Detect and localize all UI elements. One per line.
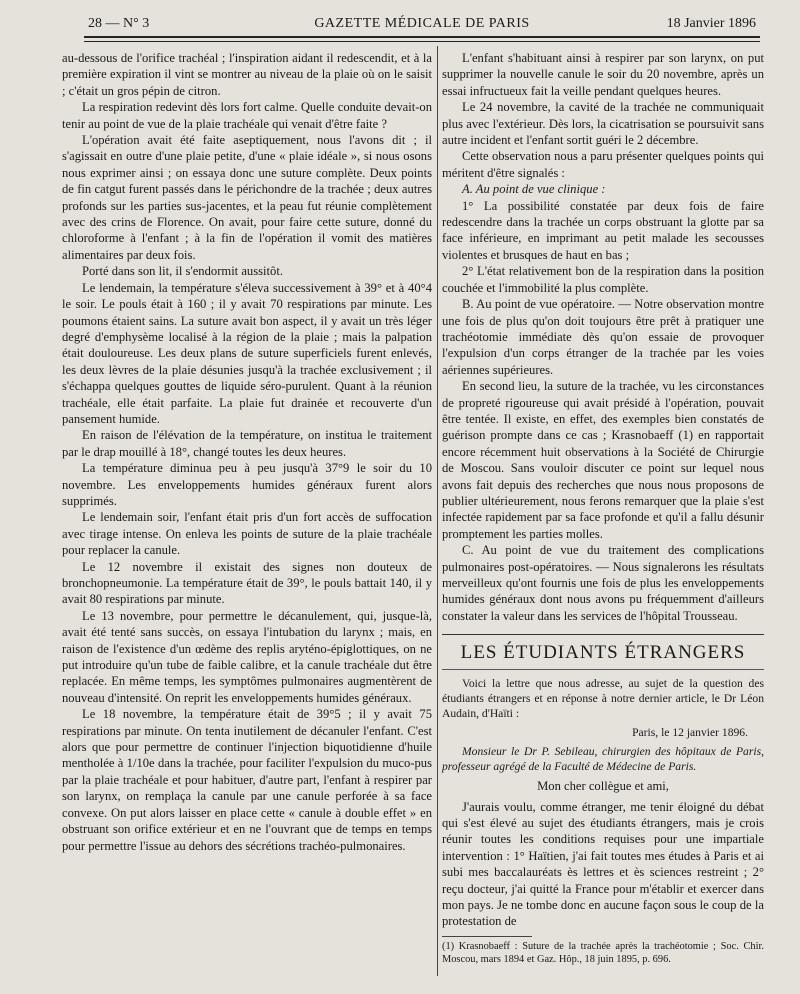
footnote-rule	[442, 936, 532, 937]
column-divider	[437, 46, 438, 976]
header-rule-thin	[84, 41, 760, 42]
paragraph: C. Au point de vue du traitement des complications pulmonaires post-opératoires. — Nous signalerons les résultats merveilleux qu'ont fournis une fois de plus les enveloppements humides généraux dont nous avons pu fréquemment d'ailleurs constater la valeur dans les services de l'hôpital Trousseau.	[442, 543, 764, 623]
paragraph: Le 18 novembre, la température était de 39°5 ; il y avait 75 respirations par minute. On tenta inutilement de décanuler l'enfant. C'est alors que pour permettre de continuer l'injection biquotidienne d'huile mentholée à 1/10e dans la trachée, pour faciliter l'expulsion du muco-pus par la plaie trachéale et pour habituer, d'autre part, l'enfant à respirer par son larynx, on remplaça la canule par une canule perforée à sa face convexe. On put alors laisser en place cette « canule à double effet » en obstruant son orifice extérieur et en ne l'ouvrant que de temps en temps pour permettre l'issue au dehors des sécrétions trachéo-pulmonaires.	[62, 707, 432, 853]
paragraph: Le lendemain, la température s'éleva successivement à 39° et à 40°4 le soir. Le pouls était à 160 ; il y avait 70 respirations par minute. Les poumons étaient sains. La suture avait bon aspect, il y avait un très léger degré d'emphysème localisé à la région de la plaie ; mais la palpation était douloureuse. Les deux plans de suture superficiels furent enlevés, les deux lèvres de la plaie désunies jusqu'à la trachée exclusivement ; il s'échappa quelques gouttes de liquide séro-purulent. Quant à la réunion trachéale, elle était parfaite. La plaie fut drainée et recouverte d'un pansement humide.	[62, 280, 432, 426]
paragraph: Le lendemain soir, l'enfant était pris d'un fort accès de suffocation avec tirage intense. On enleva les points de suture de la plaie trachéale pour replacer la canule.	[62, 510, 432, 558]
letter-intro: Voici la lettre que nous adresse, au sujet de la question des étudiants étrangers et en réponse à notre dernier article, le Dr Léon Audain, d'Haïti :	[442, 677, 764, 721]
paragraph: B. Au point de vue opératoire. — Notre observation montre une fois de plus qu'on doit toujours être prêt à pratiquer une trachéotomie immédiate dès qu'on essaie de provoquer l'expulsion d'un corps étranger de la trachée par les voies aériennes supérieures.	[442, 297, 764, 377]
paragraph: En raison de l'élévation de la température, on institua le traitement par le drap mouillé à 18°, changé toutes les deux heures.	[62, 428, 432, 459]
paragraph: L'enfant s'habituant ainsi à respirer par son larynx, on put supprimer la nouvelle canule le soir du 20 novembre, après un essai infructueux fait la veille pendant quelques heures.	[442, 51, 764, 98]
paragraph: Le 13 novembre, pour permettre le décanulement, qui, jusque-là, avait été tenté sans succès, on essaya l'intubation du larynx ; mais, en raison de l'existence d'un œdème des replis aryténo-épiglottiques, on ne put introduire qu'un tube de faible calibre, et la canule trachéale dut être replacée. En même temps, les symptômes pulmonaires augmentèrent de nouveau d'intensité. On reprit les enveloppements humides généraux.	[62, 608, 432, 705]
letter-addressee: Monsieur le Dr P. Sebileau, chirurgien des hôpitaux de Paris, professeur agrégé de la Faculté de Médecine de Paris.	[442, 745, 764, 774]
letter-salutation: Mon cher collègue et ami,	[537, 779, 669, 794]
paragraph: Cette observation nous a paru présenter quelques points qui méritent d'être signalés :	[442, 149, 764, 180]
paragraph: L'opération avait été faite aseptiquement, nous l'avons dit ; il s'agissait en outre d'une plaie petite, d'une « plaie idéale », si nous osons nous exprimer ainsi ; on essaya donc une suture complète. Deux points de fin catgut furent passés dans le périchondre de la trachée ; deux autres profonds sur les parties sus-jacentes, et la peau fut réunie complètement avec des crins de Florence. On avait, pour faire cette suture, donné du chloroforme à l'enfant ; à la fin de l'opération il vomit des matières alimentaires par deux fois.	[62, 133, 432, 262]
letter-date: Paris, le 12 janvier 1896.	[632, 726, 748, 740]
section-rule-top	[442, 634, 764, 635]
paragraph: A. Au point de vue clinique :	[462, 182, 606, 197]
paragraph: La respiration redevint dès lors fort calme. Quelle conduite devait-on tenir au point de vue de la plaie trachéale qui venait d'être faite ?	[62, 100, 432, 131]
paragraph: Le 12 novembre il existait des signes non douteux de bronchopneumonie. La température était de 39°, le pouls battait 140, il y avait 80 respirations par minute.	[62, 559, 432, 607]
paragraph: au-dessous de l'orifice trachéal ; l'inspiration aidant il redescendit, et à la première expiration il vint se montrer au niveau de la plaie où on le saisit ; c'était un gros pépin de citron.	[62, 51, 432, 98]
paragraph: Le 24 novembre, la cavité de la trachée ne communiquait plus avec l'extérieur. Dès lors, la cicatrisation se poursuivit sans autre incident et l'enfant sortit guéri le 2 décembre.	[442, 100, 764, 148]
header-rule	[84, 36, 760, 38]
paragraph: 1° La possibilité constatée par deux fois de faire redescendre dans la trachée un corps obstruant la glotte par sa face inférieure, en imprimant au petit malade les secousses violentes et brusques de haut en bas ;	[442, 198, 764, 262]
left-column	[62, 50, 432, 854]
section-title: LES ÉTUDIANTS ÉTRANGERS	[460, 642, 746, 664]
footnote: (1) Krasnobaeff : Suture de la trachée après la trachéotomie ; Soc. Chir. Moscou, mars 1894 et Gaz. Hôp., 18 juin 1895, p. 696.	[442, 940, 764, 965]
right-paragraphs	[442, 50, 764, 624]
page-number: 28 — N° 3	[88, 16, 150, 31]
right-column	[442, 50, 764, 966]
running-header	[88, 16, 756, 36]
paragraph: La température diminua peu à peu jusqu'à 37°9 le soir du 10 novembre. Les enveloppements humides généraux furent alors supprimés.	[62, 461, 432, 508]
paragraph: Porté dans son lit, il s'endormit aussitôt.	[82, 264, 283, 279]
issue-date: 18 Janvier 1896	[666, 16, 756, 31]
letter-body: J'aurais voulu, comme étranger, me tenir éloigné du débat qui s'est élevé au sujet des étudiants étrangers, mais je crois réunir toutes les conditions requises pour une impartiale intervention : 1° Haïtien, j'ai fait toutes mes études à Paris et ai subi mes baccalauréats ès lettres et ès sciences restreint ; 2° reçu docteur, j'ai quitté la France pour m'établir et exercer dans mon pays. Je ne tombe donc en aucune façon sous le coup de la protestation de	[442, 799, 764, 929]
section-rule-bottom	[442, 669, 764, 670]
paragraph: En second lieu, la suture de la trachée, vu les circonstances de propreté rigoureuse qui avait présidé à l'opération, pouvait être tentée. Il existe, en effet, des exemples bien constatés de guérison prompte dans ce cas ; Krasnobaeff (1) en rapportait encore récemment huit observations à la Société de Chirurgie de Moscou. Sans vouloir discuter ce point sur lequel nous avons fait depuis des recherches que nous nous proposons de publier ultérieurement, nous ferons remarquer que la plaie s'est infectée rapidement par sa face profonde et qu'il a fallu désunir promptement les parties molles.	[442, 379, 764, 541]
journal-title: GAZETTE MÉDICALE DE PARIS	[314, 16, 530, 31]
paragraph: 2° L'état relativement bon de la respiration dans la position couchée et l'immobilité la plus complète.	[442, 264, 764, 295]
